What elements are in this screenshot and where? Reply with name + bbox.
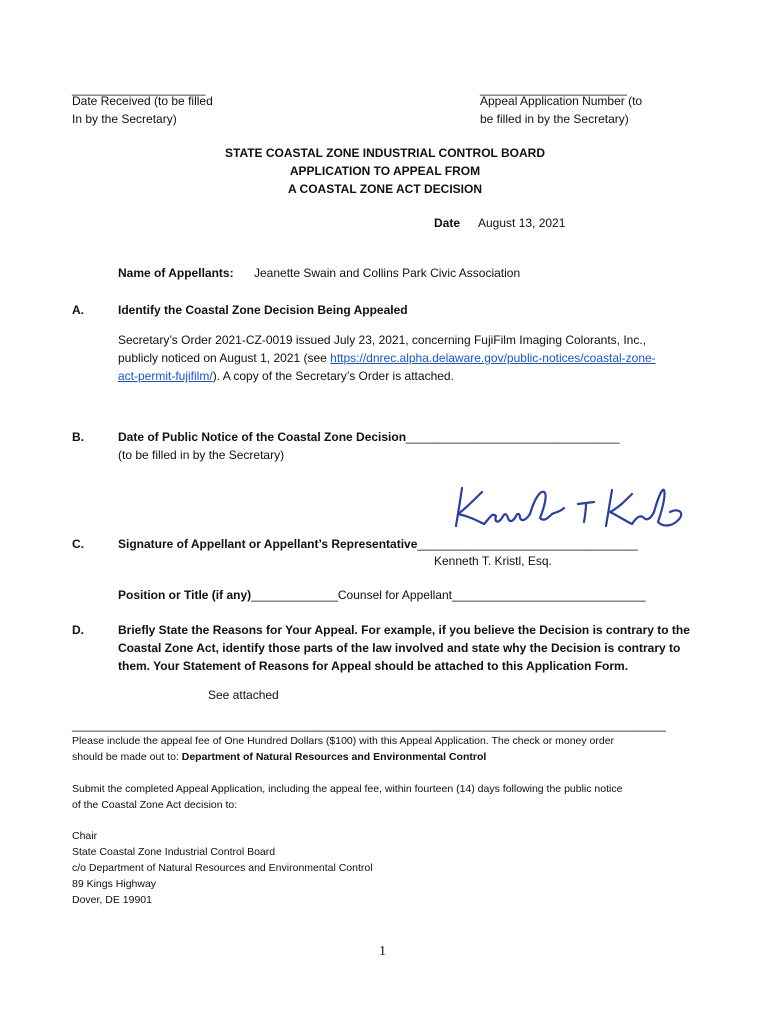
position-blank-right: _____________________________ xyxy=(451,588,646,602)
address-line: Dover, DE 19901 xyxy=(72,894,152,906)
fee-line-2-text: should be made out to: xyxy=(72,751,182,763)
address-line: 89 Kings Highway xyxy=(72,878,157,890)
date-received-label-1: Date Received (to be filled xyxy=(72,94,213,108)
signature-blank: _________________________________ xyxy=(417,537,638,551)
date-value: August 13, 2021 xyxy=(478,216,566,230)
signer-name: Kenneth T. Kristl, Esq. xyxy=(434,554,552,568)
reasons-response: See attached xyxy=(208,688,279,702)
section-d-line-2: Coastal Zone Act, identify those parts of the law involved and state why the Decision is contrary to xyxy=(118,641,681,655)
date-label: Date xyxy=(434,216,461,230)
section-b-line xyxy=(118,428,620,446)
section-c-letter: C. xyxy=(72,537,84,551)
date-received-label-2: In by the Secretary) xyxy=(72,112,177,126)
position-value: Counsel for Appellant xyxy=(337,588,452,602)
section-a-line-2 xyxy=(118,349,656,367)
page-number: 1 xyxy=(379,944,386,959)
section-a-line-1: Secretary’s Order 2021-CZ-0019 issued July 23, 2021, concerning FujiFilm Imaging Colorants, Inc., xyxy=(118,333,647,347)
appeal-number-line: ______________________ xyxy=(480,82,627,96)
appellants-value: Jeanette Swain and Collins Park Civic Association xyxy=(254,266,521,280)
title-line-2: APPLICATION TO APPEAL FROM xyxy=(289,164,481,178)
section-a-line-2-text: publicly noticed on August 1, 2021 (see xyxy=(118,351,331,365)
date-received-line: ____________________ xyxy=(72,82,206,96)
section-b-letter: B. xyxy=(72,430,84,444)
public-notice-link-part-1[interactable]: https://dnrec.alpha.delaware.gov/public-notices/coastal-zone- xyxy=(330,351,656,365)
submit-line-1: Submit the completed Appeal Application, including the appeal fee, within fourteen (14) days following the public notice xyxy=(72,783,623,795)
appellant-signature xyxy=(448,478,688,536)
footer-rule: _________________________________________________________________________________________ xyxy=(72,718,666,732)
appellants-label: Name of Appellants: xyxy=(118,266,234,280)
submit-line-2: of the Coastal Zone Act decision to: xyxy=(72,799,238,811)
position-label: Position or Title (if any) xyxy=(118,588,252,602)
position-line xyxy=(118,586,646,604)
section-a-letter: A. xyxy=(72,303,84,317)
section-d-letter: D. xyxy=(72,623,84,637)
section-b-note: (to be filled in by the Secretary) xyxy=(118,448,285,462)
section-a-line-3-text: ). A copy of the Secretary’s Order is attached. xyxy=(212,369,454,383)
section-a-heading: Identify the Coastal Zone Decision Being Appealed xyxy=(118,303,408,317)
address-line: State Coastal Zone Industrial Control Board xyxy=(72,846,276,858)
public-notice-link-part-2[interactable]: act-permit-fujifilm/ xyxy=(118,369,213,383)
title-line-1: STATE COASTAL ZONE INDUSTRIAL CONTROL BOARD xyxy=(225,146,545,160)
title-line-3: A COASTAL ZONE ACT DECISION xyxy=(287,182,482,196)
section-d-line-1: Briefly State the Reasons for Your Appeal. For example, if you believe the Decision is contrary to the xyxy=(118,623,690,637)
payee-name: Department of Natural Resources and Environmental Control xyxy=(181,751,487,763)
fee-line-1: Please include the appeal fee of One Hundred Dollars ($100) with this Appeal Application. The check or money order xyxy=(72,735,615,747)
appeal-number-label-1: Appeal Application Number (to xyxy=(480,94,643,108)
section-b-heading: Date of Public Notice of the Coastal Zone Decision xyxy=(118,430,407,444)
section-c-line xyxy=(118,535,638,553)
section-d-line-3: them. Your Statement of Reasons for Appeal should be attached to this Application Form. xyxy=(118,659,629,673)
address-line: Chair xyxy=(72,830,98,842)
address-line: c/o Department of Natural Resources and Environmental Control xyxy=(72,862,373,874)
public-notice-date-blank: ________________________________ xyxy=(406,430,620,444)
fee-line-2 xyxy=(72,749,486,765)
section-c-heading: Signature of Appellant or Appellant’s Representative xyxy=(118,537,418,551)
section-a-line-3 xyxy=(118,367,454,385)
appeal-number-label-2: be filled in by the Secretary) xyxy=(480,112,629,126)
position-blank-left: _____________ xyxy=(251,588,338,602)
